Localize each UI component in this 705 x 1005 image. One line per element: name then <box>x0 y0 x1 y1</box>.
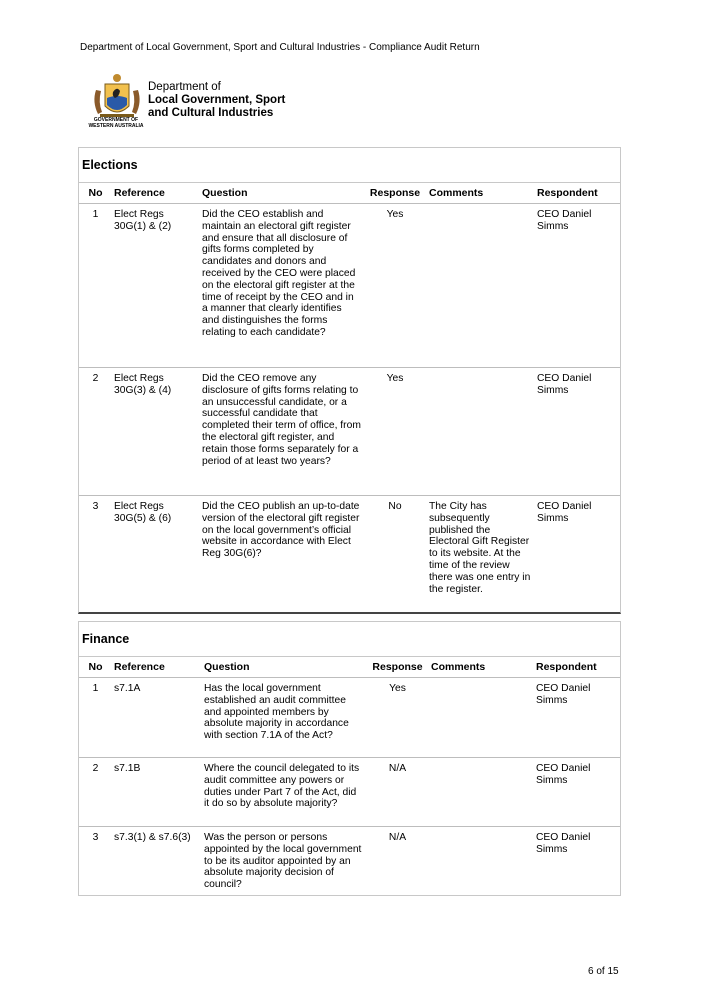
cell-no: 1 <box>79 678 112 758</box>
cell-reference: Elect Regs 30G(3) & (4) <box>112 368 200 496</box>
cell-question: Has the local government established an audit committee and appointed members by absolute majority in accordance with section 7.1A of the Act? <box>202 678 366 758</box>
col-response: Response <box>363 183 427 204</box>
cell-respondent: CEO Daniel Simms <box>536 832 591 855</box>
table-row <box>79 496 620 612</box>
cell-comments <box>429 758 534 827</box>
cell-respondent: CEO Daniel Simms <box>535 204 620 368</box>
elections-section <box>78 147 621 614</box>
cell-comments: The City has subsequently published the Electoral Gift Register to its website. At the time of the review there was one entry in the register. <box>429 501 531 595</box>
cell-reference: s7.1B <box>112 758 202 827</box>
col-comments: Comments <box>427 183 535 204</box>
col-response: Response <box>366 657 429 678</box>
cell-comments <box>427 368 535 496</box>
cell-response: No <box>388 501 402 512</box>
cell-comments <box>429 827 534 895</box>
finance-table <box>79 657 620 895</box>
table-row <box>79 678 620 758</box>
cell-question: Did the CEO remove any disclosure of gifts forms relating to an unsuccessful candidate, or a successful candidate that completed their term of office, from the electoral gift register, and retain those forms separately for a period of at least two years? <box>200 368 363 496</box>
cell-response: N/A <box>366 758 429 827</box>
col-comments: Comments <box>429 657 534 678</box>
table-row <box>79 204 620 368</box>
dept-line-1: Department of <box>148 81 221 93</box>
col-question: Question <box>202 657 366 678</box>
cell-respondent: CEO Daniel Simms <box>534 758 620 827</box>
section-title: Finance <box>79 622 620 657</box>
cell-respondent: CEO Daniel Simms <box>534 678 620 758</box>
table-header-row <box>79 657 620 678</box>
col-reference: Reference <box>112 183 200 204</box>
col-no: No <box>79 183 112 204</box>
cell-question: Did the CEO establish and maintain an electoral gift register and ensure that all disclosure of gifts forms completed by candidates and donors and received by the CEO were placed on the electoral gift register at the time of receipt by the CEO and in a manner that clearly identifies and distinguishes the forms relating to each candidate? <box>200 204 363 368</box>
cell-reference: Elect Regs 30G(5) & (6) <box>114 501 172 524</box>
cell-comments <box>429 678 534 758</box>
col-no: No <box>79 657 112 678</box>
cell-comments <box>427 204 535 368</box>
cell-respondent: CEO Daniel Simms <box>535 368 620 496</box>
col-respondent: Respondent <box>534 657 620 678</box>
crest-caption: GOVERNMENT OF WESTERN AUSTRALIA <box>88 117 144 129</box>
cell-reference: Elect Regs 30G(1) & (2) <box>112 204 200 368</box>
cell-question: Where the council delegated to its audit committee any powers or duties under Part 7 of the Act, did it do so by absolute majority? <box>202 758 366 827</box>
cell-response: Yes <box>363 368 427 496</box>
dept-line-3: and Cultural Industries <box>148 107 274 119</box>
cell-reference: s7.1A <box>112 678 202 758</box>
table-row <box>79 368 620 496</box>
cell-no: 2 <box>79 368 112 496</box>
cell-response: Yes <box>363 204 427 368</box>
cell-reference: s7.3(1) & s7.6(3) <box>114 832 191 843</box>
cell-no: 3 <box>92 501 99 512</box>
cell-question: Did the CEO publish an up-to-date version of the electoral gift register on the local government’s official website in accordance with Elect Reg 30G(6)? <box>202 501 360 560</box>
col-reference: Reference <box>112 657 202 678</box>
cell-respondent: CEO Daniel Simms <box>537 501 592 524</box>
table-row <box>79 758 620 827</box>
cell-no: 3 <box>92 832 99 843</box>
cell-no: 2 <box>79 758 112 827</box>
finance-section <box>78 621 621 896</box>
department-name <box>148 81 285 120</box>
cell-question: Was the person or persons appointed by the local government to be its auditor appointed by an absolute majority decision of council? <box>204 832 362 891</box>
cell-response: N/A <box>388 832 407 843</box>
table-row <box>79 827 620 895</box>
table-header-row <box>79 183 620 204</box>
elections-table <box>79 183 620 612</box>
col-question: Question <box>200 183 363 204</box>
document-title: Department of Local Government, Sport and Cultural Industries - Compliance Audit Return <box>80 42 480 53</box>
page-number: 6 of 15 <box>588 966 619 977</box>
col-respondent: Respondent <box>535 183 620 204</box>
dept-line-2: Local Government, Sport <box>148 94 286 106</box>
section-title: Elections <box>79 148 620 183</box>
cell-no: 1 <box>79 204 112 368</box>
cell-response: Yes <box>366 678 429 758</box>
